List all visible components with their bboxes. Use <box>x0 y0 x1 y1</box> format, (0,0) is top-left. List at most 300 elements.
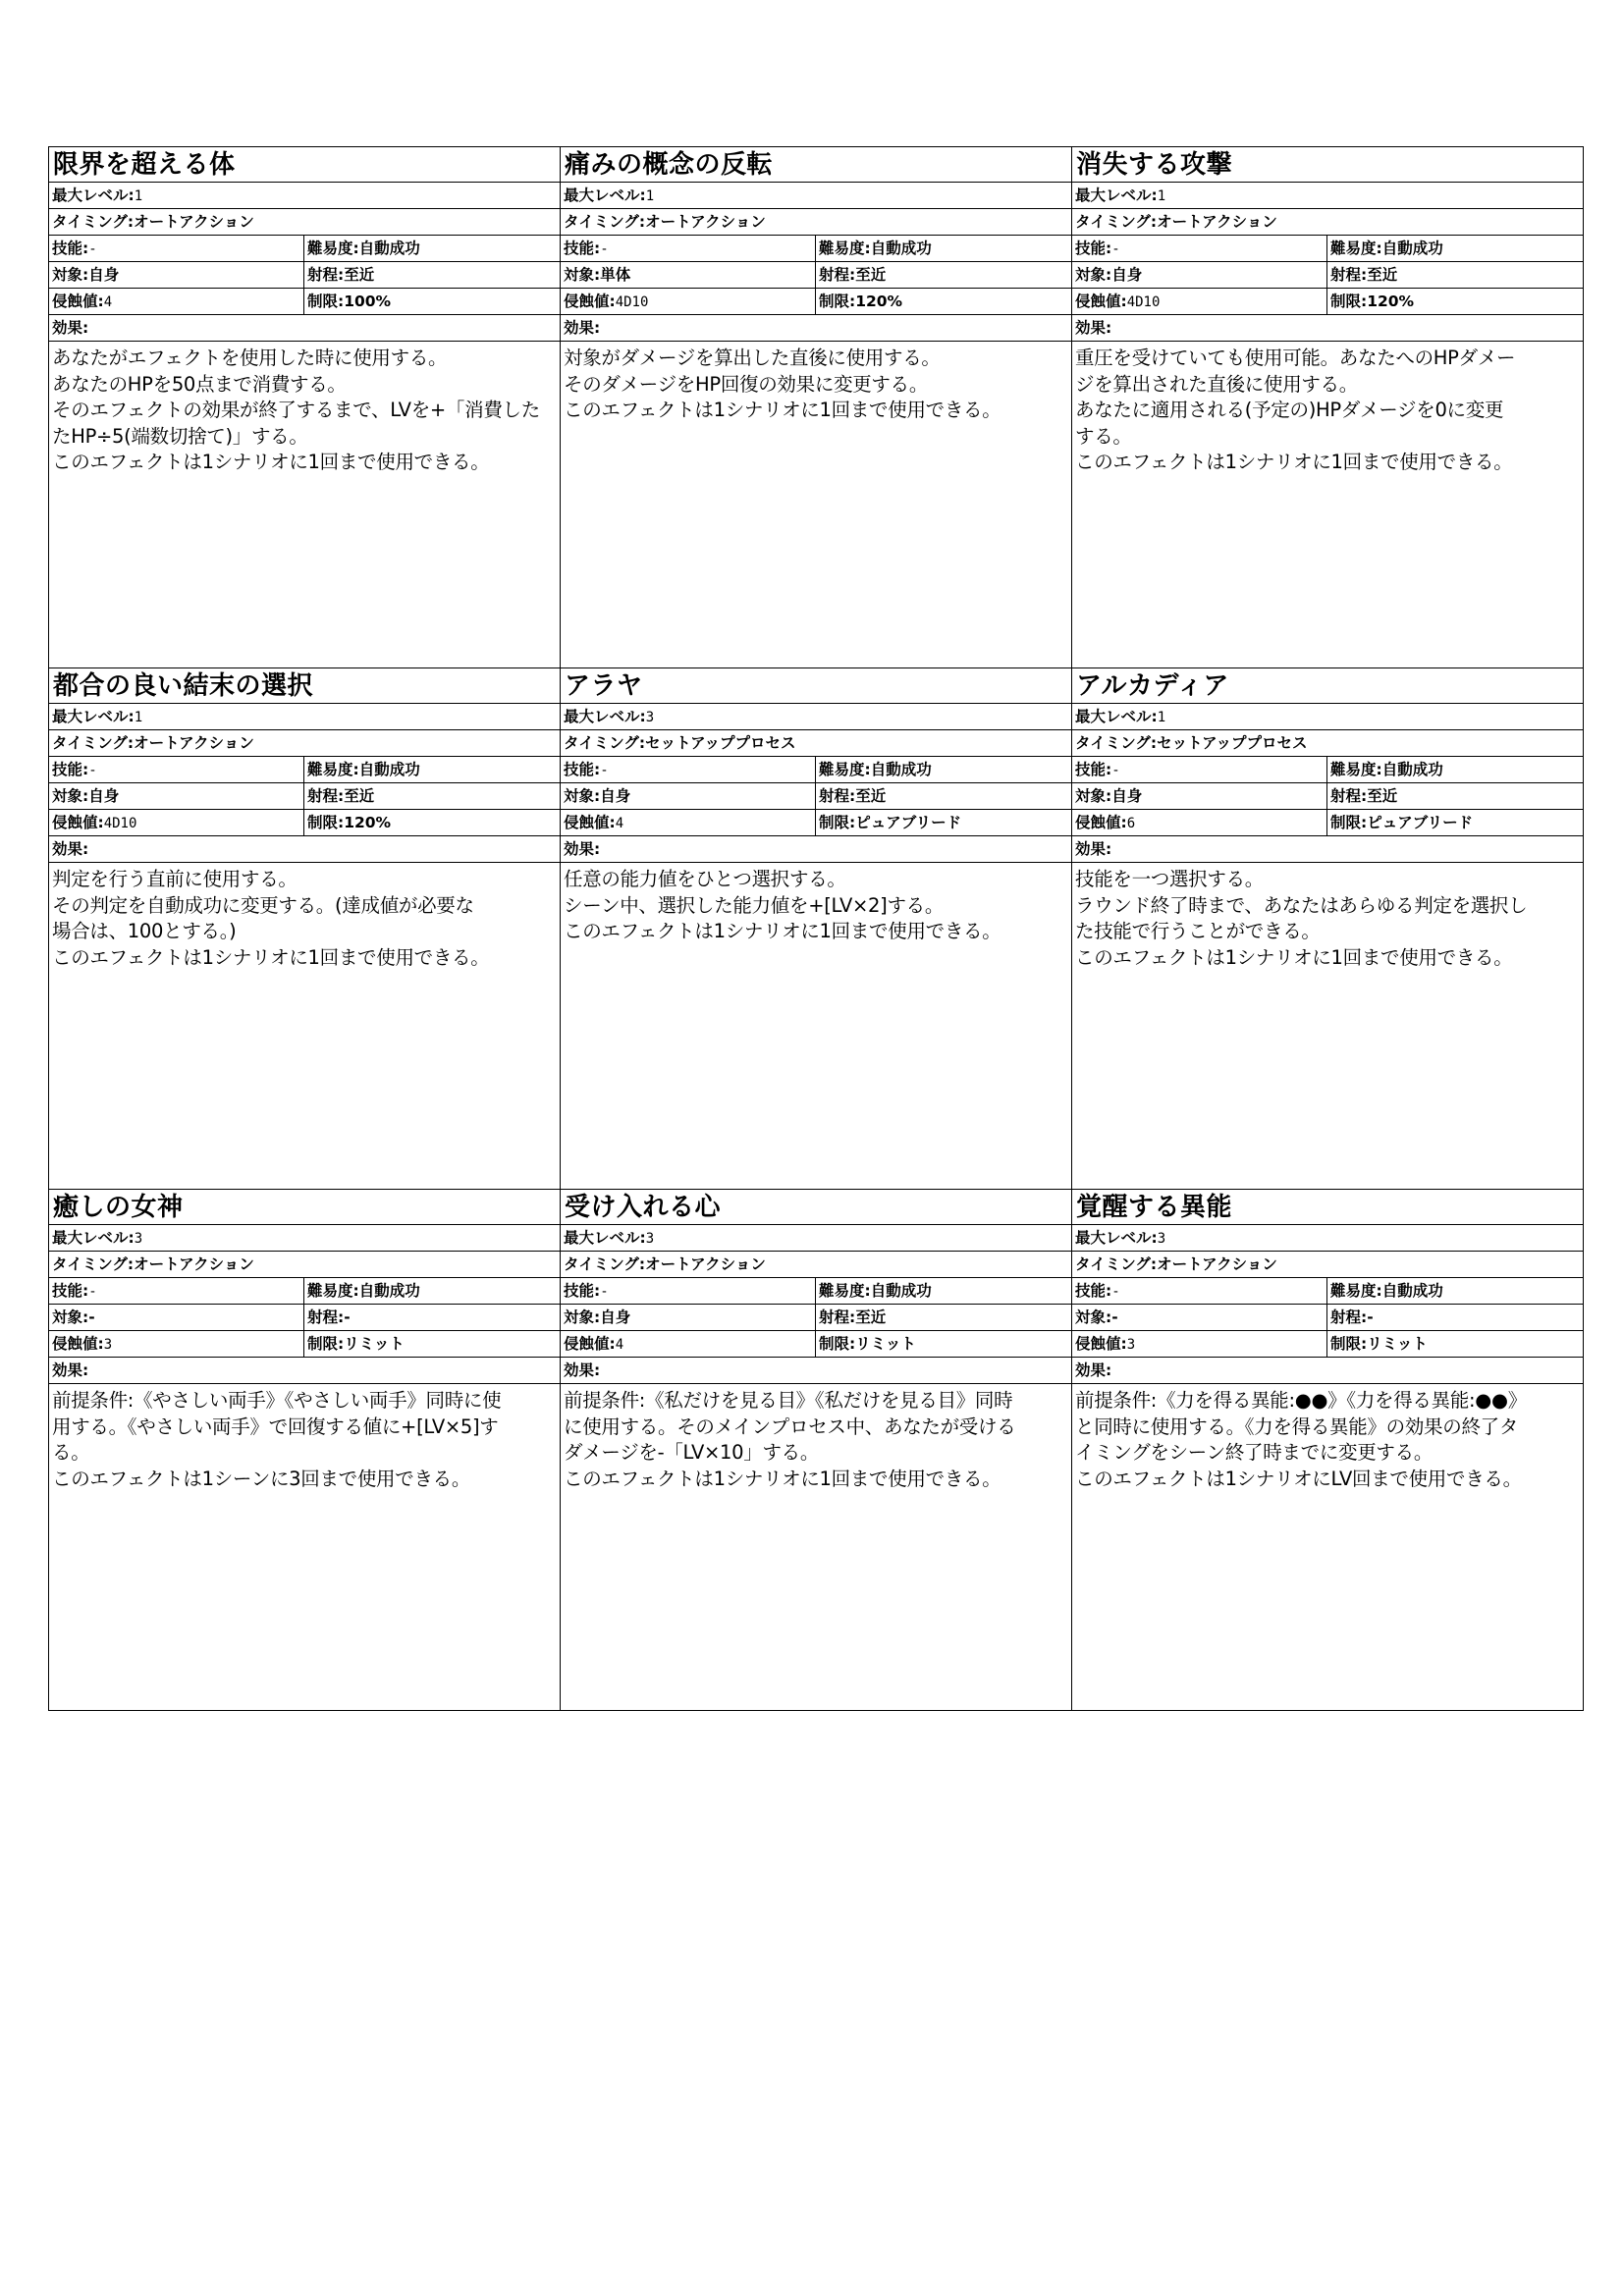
skill-label: 技能: <box>52 240 89 257</box>
target-cell <box>561 262 816 288</box>
effect-card <box>561 668 1072 1190</box>
description-line: 対象がダメージを算出した直後に使用する。 <box>564 347 941 369</box>
description-line: このエフェクトは1シナリオにLV回まで使用できる。 <box>1075 1467 1522 1490</box>
description-line: このエフェクトは1シナリオに1回まで使用できる。 <box>564 399 1001 421</box>
description-line: あなたのHPを50点まで消費する。 <box>52 372 347 396</box>
erosion-limit-row <box>561 1331 1071 1358</box>
effect-label-row <box>49 836 560 863</box>
skill-value: - <box>88 241 97 257</box>
description-line: このエフェクトは1シナリオに1回まで使用できる。 <box>52 945 490 969</box>
max-level-label: 最大レベル: <box>564 708 646 725</box>
timing-value: オートアクション <box>134 1255 254 1273</box>
target-label: 対象: <box>1075 787 1112 805</box>
difficulty-cell <box>304 757 560 782</box>
erosion-limit-row <box>49 810 560 836</box>
target-value: 自身 <box>88 787 120 805</box>
effect-label: 効果: <box>52 840 89 858</box>
difficulty-value: 自動成功 <box>358 1282 420 1300</box>
difficulty-cell <box>1327 236 1583 261</box>
target-cell <box>1072 262 1327 288</box>
difficulty-label: 難易度: <box>1330 1282 1382 1300</box>
max-level-row <box>49 1225 560 1252</box>
range-value: 至近 <box>344 787 375 805</box>
description-line: 重圧を受けていても使用可能。あなたへのHPダメー <box>1075 347 1516 369</box>
target-cell <box>1072 783 1327 809</box>
range-value: - <box>344 1308 351 1326</box>
target-value: 自身 <box>88 266 120 284</box>
timing-label: タイミング: <box>1075 213 1158 231</box>
timing-value: オートアクション <box>134 213 254 231</box>
max-level-value: 1 <box>1157 710 1166 725</box>
timing-value: セットアッププロセス <box>645 734 796 752</box>
effect-description <box>49 342 560 667</box>
description-line: 前提条件:《私だけを見る目》《私だけを見る目》同時 <box>564 1389 1013 1412</box>
description-line: 場合は、100とする。) <box>52 920 237 942</box>
timing-row <box>561 1252 1071 1278</box>
timing-label: タイミング: <box>52 734 135 752</box>
erosion-label: 侵蝕値: <box>564 293 616 310</box>
description-line: 前提条件:《やさしい両手》《やさしい両手》同時に使 <box>52 1389 502 1412</box>
timing-value: オートアクション <box>134 734 254 752</box>
description-line: あなたがエフェクトを使用した時に使用する。 <box>52 347 448 369</box>
effect-name: アルカディア <box>1072 668 1583 704</box>
effect-name: 都合の良い結末の選択 <box>49 668 560 704</box>
effect-label: 効果: <box>564 840 601 858</box>
effect-label: 効果: <box>1075 319 1112 337</box>
range-value: 至近 <box>344 266 375 284</box>
difficulty-cell <box>304 1278 560 1304</box>
effect-label-row <box>1072 1358 1583 1384</box>
effect-card <box>49 1190 561 1711</box>
max-level-value: 3 <box>645 1231 655 1247</box>
difficulty-label: 難易度: <box>819 240 871 257</box>
target-label: 対象: <box>564 1308 601 1326</box>
limit-cell <box>816 289 1071 314</box>
effect-description <box>561 863 1071 1189</box>
effect-name: 消失する攻撃 <box>1072 147 1583 183</box>
effect-label: 効果: <box>52 319 89 337</box>
description-line: ダメージを-「LV×10」する。 <box>564 1441 820 1464</box>
timing-value: オートアクション <box>645 213 766 231</box>
limit-label: 制限: <box>1330 814 1368 831</box>
description-line: と同時に使用する。《力を得る異能》の効果の終了タ <box>1075 1415 1519 1438</box>
max-level-row <box>1072 183 1583 209</box>
description-line: 任意の能力値をひとつ選択する。 <box>564 868 846 890</box>
description-line: このエフェクトは1シーンに3回まで使用できる。 <box>52 1467 471 1490</box>
skill-label: 技能: <box>52 761 89 778</box>
erosion-limit-row <box>1072 1331 1583 1358</box>
effect-label-row <box>561 315 1071 342</box>
max-level-value: 1 <box>134 188 143 204</box>
target-range-row <box>1072 783 1583 810</box>
skill-difficulty-row <box>49 757 560 783</box>
target-value: 単体 <box>600 266 631 284</box>
erosion-limit-row <box>49 289 560 315</box>
max-level-row <box>561 1225 1071 1252</box>
skill-value: - <box>88 1284 97 1300</box>
range-cell <box>304 262 560 288</box>
range-cell <box>1327 1305 1583 1330</box>
effect-label: 効果: <box>52 1362 89 1379</box>
effect-name: 痛みの概念の反転 <box>561 147 1071 183</box>
description-line: 判定を行う直前に使用する。 <box>52 868 298 890</box>
effect-label-row <box>49 315 560 342</box>
effect-label: 効果: <box>1075 840 1112 858</box>
effect-label-row <box>561 1358 1071 1384</box>
effect-description <box>1072 863 1583 1189</box>
range-cell <box>304 783 560 809</box>
range-cell <box>816 262 1071 288</box>
max-level-label: 最大レベル: <box>564 1229 646 1247</box>
target-value: 自身 <box>1111 266 1143 284</box>
target-range-row <box>49 1305 560 1331</box>
effect-description <box>561 1384 1071 1710</box>
effect-name: 覚醒する異能 <box>1072 1190 1583 1225</box>
effect-card <box>1072 668 1584 1190</box>
max-level-value: 3 <box>134 1231 143 1247</box>
timing-label: タイミング: <box>564 1255 646 1273</box>
max-level-row <box>1072 1225 1583 1252</box>
timing-row <box>49 730 560 757</box>
max-level-label: 最大レベル: <box>564 187 646 204</box>
timing-value: オートアクション <box>1157 213 1277 231</box>
description-line: 技能を一つ選択する。 <box>1075 868 1265 890</box>
limit-value: リミット <box>855 1335 916 1353</box>
erosion-value: 3 <box>103 1337 113 1353</box>
effect-label: 効果: <box>564 1362 601 1379</box>
max-level-label: 最大レベル: <box>1075 1229 1158 1247</box>
description-line: このエフェクトは1シナリオに1回まで使用できる。 <box>1075 945 1513 969</box>
target-range-row <box>561 1305 1071 1331</box>
description-line: あなたに適用される(予定の)HPダメージを0に変更 <box>1075 399 1504 421</box>
effect-card <box>561 1190 1072 1711</box>
skill-cell <box>49 236 304 261</box>
erosion-cell <box>49 289 304 314</box>
erosion-value: 4D10 <box>615 294 649 310</box>
target-cell <box>561 1305 816 1330</box>
skill-label: 技能: <box>1075 240 1112 257</box>
description-line: シーン中、選択した能力値を+[LV×2]する。 <box>564 893 945 917</box>
description-line: このエフェクトは1シナリオに1回まで使用できる。 <box>564 920 1001 942</box>
erosion-cell <box>561 1331 816 1357</box>
max-level-row <box>49 704 560 730</box>
max-level-value: 1 <box>645 188 655 204</box>
skill-cell <box>49 757 304 782</box>
effect-name: アラヤ <box>561 668 1071 704</box>
target-cell <box>49 1305 304 1330</box>
max-level-row <box>1072 704 1583 730</box>
limit-label: 制限: <box>307 293 345 310</box>
timing-row <box>49 209 560 236</box>
skill-value: - <box>1111 1284 1120 1300</box>
difficulty-value: 自動成功 <box>358 761 420 778</box>
erosion-value: 6 <box>1126 816 1136 831</box>
max-level-label: 最大レベル: <box>52 708 135 725</box>
skill-label: 技能: <box>564 1282 601 1300</box>
target-range-row <box>561 262 1071 289</box>
erosion-value: 3 <box>1126 1337 1136 1353</box>
timing-row <box>1072 209 1583 236</box>
limit-value: リミット <box>344 1335 405 1353</box>
limit-label: 制限: <box>307 814 345 831</box>
target-range-row <box>49 262 560 289</box>
erosion-label: 侵蝕値: <box>1075 814 1127 831</box>
max-level-value: 3 <box>1157 1231 1166 1247</box>
skill-difficulty-row <box>561 1278 1071 1305</box>
difficulty-value: 自動成功 <box>1381 761 1443 778</box>
range-label: 射程: <box>819 787 856 805</box>
effect-card <box>1072 1190 1584 1711</box>
target-value: 自身 <box>600 1308 631 1326</box>
timing-value: セットアッププロセス <box>1157 734 1308 752</box>
erosion-value: 4 <box>103 294 113 310</box>
erosion-limit-row <box>561 289 1071 315</box>
skill-value: - <box>600 241 609 257</box>
limit-cell <box>816 1331 1071 1357</box>
skill-difficulty-row <box>49 236 560 262</box>
erosion-cell <box>1072 289 1327 314</box>
effect-card <box>1072 147 1584 668</box>
target-label: 対象: <box>52 1308 89 1326</box>
range-cell <box>816 1305 1071 1330</box>
difficulty-cell <box>1327 757 1583 782</box>
max-level-label: 最大レベル: <box>1075 708 1158 725</box>
range-label: 射程: <box>307 266 345 284</box>
limit-label: 制限: <box>1330 1335 1368 1353</box>
erosion-label: 侵蝕値: <box>564 814 616 831</box>
target-label: 対象: <box>1075 266 1112 284</box>
erosion-limit-row <box>1072 810 1583 836</box>
difficulty-label: 難易度: <box>1330 761 1382 778</box>
skill-value: - <box>1111 241 1120 257</box>
erosion-cell <box>49 1331 304 1357</box>
max-level-value: 1 <box>1157 188 1166 204</box>
effect-label: 効果: <box>1075 1362 1112 1379</box>
effect-name: 受け入れる心 <box>561 1190 1071 1225</box>
erosion-value: 4 <box>615 816 624 831</box>
max-level-row <box>49 183 560 209</box>
effect-label-row <box>561 836 1071 863</box>
timing-row <box>561 730 1071 757</box>
difficulty-label: 難易度: <box>1330 240 1382 257</box>
difficulty-label: 難易度: <box>307 1282 359 1300</box>
range-label: 射程: <box>307 787 345 805</box>
range-label: 射程: <box>1330 266 1368 284</box>
range-label: 射程: <box>819 266 856 284</box>
target-range-row <box>561 783 1071 810</box>
target-cell <box>1072 1305 1327 1330</box>
description-line: このエフェクトは1シナリオに1回まで使用できる。 <box>52 451 490 473</box>
target-label: 対象: <box>52 266 89 284</box>
limit-cell <box>304 810 560 835</box>
effect-description <box>561 342 1071 667</box>
timing-row <box>561 209 1071 236</box>
effect-description <box>1072 342 1583 667</box>
erosion-cell <box>1072 1331 1327 1357</box>
range-value: 至近 <box>1367 266 1398 284</box>
skill-difficulty-row <box>561 757 1071 783</box>
range-value: 至近 <box>1367 787 1398 805</box>
range-value: 至近 <box>855 1308 887 1326</box>
limit-cell <box>816 810 1071 835</box>
range-label: 射程: <box>1330 787 1368 805</box>
description-line: た技能で行うことができる。 <box>1075 920 1321 942</box>
limit-label: 制限: <box>819 1335 856 1353</box>
range-label: 射程: <box>819 1308 856 1326</box>
effect-card <box>561 147 1072 668</box>
description-line: する。 <box>1075 424 1132 448</box>
erosion-value: 4D10 <box>103 816 137 831</box>
difficulty-label: 難易度: <box>307 761 359 778</box>
erosion-cell <box>49 810 304 835</box>
erosion-limit-row <box>1072 289 1583 315</box>
range-label: 射程: <box>307 1308 345 1326</box>
skill-difficulty-row <box>49 1278 560 1305</box>
skill-value: - <box>88 763 97 778</box>
limit-value: 100% <box>344 293 392 310</box>
effect-card <box>49 668 561 1190</box>
max-level-label: 最大レベル: <box>1075 187 1158 204</box>
limit-label: 制限: <box>819 814 856 831</box>
difficulty-cell <box>816 1278 1071 1304</box>
effect-card <box>49 147 561 668</box>
skill-cell <box>561 1278 816 1304</box>
skill-label: 技能: <box>1075 761 1112 778</box>
erosion-cell <box>561 289 816 314</box>
limit-cell <box>304 1331 560 1357</box>
target-value: - <box>88 1308 95 1326</box>
erosion-value: 4 <box>615 1337 624 1353</box>
description-line: ラウンド終了時まで、あなたはあらゆる判定を選択し <box>1075 893 1528 917</box>
target-value: 自身 <box>1111 787 1143 805</box>
limit-value: リミット <box>1367 1335 1428 1353</box>
timing-row <box>49 1252 560 1278</box>
description-line: 前提条件:《力を得る異能:●●》《力を得る異能:●●》 <box>1075 1389 1527 1412</box>
erosion-cell <box>561 810 816 835</box>
erosion-label: 侵蝕値: <box>52 1335 104 1353</box>
timing-label: タイミング: <box>1075 734 1158 752</box>
skill-cell <box>1072 1278 1327 1304</box>
skill-difficulty-row <box>561 236 1071 262</box>
limit-value: 120% <box>1367 293 1415 310</box>
timing-label: タイミング: <box>52 213 135 231</box>
target-label: 対象: <box>1075 1308 1112 1326</box>
skill-value: - <box>600 763 609 778</box>
target-cell <box>561 783 816 809</box>
skill-cell <box>49 1278 304 1304</box>
target-range-row <box>1072 1305 1583 1331</box>
max-level-row <box>561 183 1071 209</box>
effect-label: 効果: <box>564 319 601 337</box>
skill-label: 技能: <box>1075 1282 1112 1300</box>
max-level-value: 3 <box>645 710 655 725</box>
target-label: 対象: <box>564 787 601 805</box>
erosion-label: 侵蝕値: <box>52 293 104 310</box>
effect-label-row <box>1072 315 1583 342</box>
difficulty-label: 難易度: <box>307 240 359 257</box>
range-cell <box>1327 783 1583 809</box>
skill-cell <box>1072 236 1327 261</box>
skill-label: 技能: <box>564 761 601 778</box>
description-line: ジを算出された直後に使用する。 <box>1075 372 1359 396</box>
limit-cell <box>1327 1331 1583 1357</box>
timing-value: オートアクション <box>1157 1255 1277 1273</box>
range-cell <box>304 1305 560 1330</box>
effect-description <box>49 863 560 1189</box>
description-line: このエフェクトは1シナリオに1回まで使用できる。 <box>564 1467 1001 1490</box>
difficulty-value: 自動成功 <box>870 240 932 257</box>
limit-value: ピュアブリード <box>855 814 962 831</box>
target-cell <box>49 262 304 288</box>
target-label: 対象: <box>564 266 601 284</box>
difficulty-cell <box>1327 1278 1583 1304</box>
description-line: る。 <box>52 1441 90 1464</box>
target-value: - <box>1111 1308 1118 1326</box>
description-line: たHP÷5(端数切捨て)」する。 <box>52 424 308 448</box>
description-line: このエフェクトは1シナリオに1回まで使用できる。 <box>1075 451 1513 473</box>
difficulty-value: 自動成功 <box>358 240 420 257</box>
limit-label: 制限: <box>1330 293 1368 310</box>
target-range-row <box>49 783 560 810</box>
erosion-cell <box>1072 810 1327 835</box>
max-level-label: 最大レベル: <box>52 1229 135 1247</box>
skill-cell <box>561 757 816 782</box>
max-level-label: 最大レベル: <box>52 187 135 204</box>
range-cell <box>816 783 1071 809</box>
skill-value: - <box>1111 763 1120 778</box>
range-value: - <box>1367 1308 1374 1326</box>
timing-row <box>1072 730 1583 757</box>
target-value: 自身 <box>600 787 631 805</box>
timing-row <box>1072 1252 1583 1278</box>
description-line: 用する。《やさしい両手》で回復する値に+[LV×5]す <box>52 1415 499 1438</box>
limit-label: 制限: <box>307 1335 345 1353</box>
effect-label-row <box>1072 836 1583 863</box>
difficulty-value: 自動成功 <box>870 1282 932 1300</box>
limit-value: 120% <box>855 293 903 310</box>
difficulty-value: 自動成功 <box>1381 1282 1443 1300</box>
effect-name: 癒しの女神 <box>49 1190 560 1225</box>
effect-label-row <box>49 1358 560 1384</box>
difficulty-value: 自動成功 <box>870 761 932 778</box>
range-value: 至近 <box>855 787 887 805</box>
effect-name: 限界を超える体 <box>49 147 560 183</box>
erosion-value: 4D10 <box>1126 294 1161 310</box>
erosion-label: 侵蝕値: <box>52 814 104 831</box>
description-line: その判定を自動成功に変更する。(達成値が必要な <box>52 893 474 917</box>
skill-label: 技能: <box>564 240 601 257</box>
skill-label: 技能: <box>52 1282 89 1300</box>
timing-label: タイミング: <box>1075 1255 1158 1273</box>
range-label: 射程: <box>1330 1308 1368 1326</box>
limit-label: 制限: <box>819 293 856 310</box>
skill-difficulty-row <box>1072 757 1583 783</box>
description-line: に使用する。そのメインプロセス中、あなたが受ける <box>564 1415 1016 1438</box>
limit-value: ピュアブリード <box>1367 814 1474 831</box>
timing-label: タイミング: <box>564 213 646 231</box>
timing-value: オートアクション <box>645 1255 766 1273</box>
effect-description <box>49 1384 560 1710</box>
limit-cell <box>1327 289 1583 314</box>
max-level-value: 1 <box>134 710 143 725</box>
effect-card-sheet <box>48 146 1584 1711</box>
timing-label: タイミング: <box>564 734 646 752</box>
skill-difficulty-row <box>1072 1278 1583 1305</box>
limit-cell <box>1327 810 1583 835</box>
erosion-limit-row <box>49 1331 560 1358</box>
description-line: そのエフェクトの効果が終了するまで、LVを+「消費した <box>52 399 540 421</box>
erosion-label: 侵蝕値: <box>1075 1335 1127 1353</box>
